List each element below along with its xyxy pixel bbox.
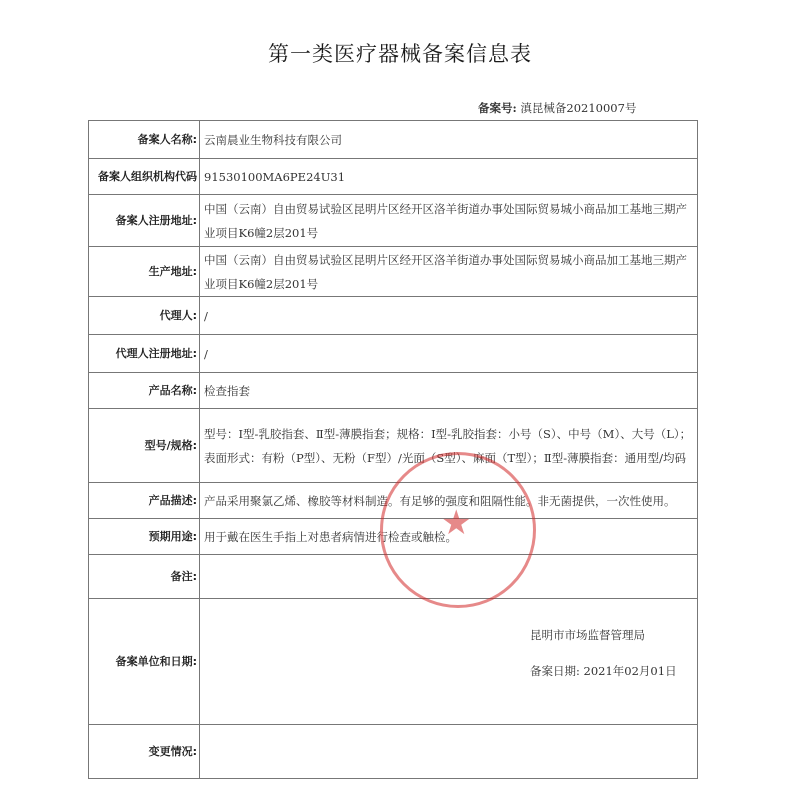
star-icon: ★ (441, 503, 472, 543)
field-label: 代理人: (89, 297, 200, 335)
table-row (89, 373, 698, 409)
table-row (89, 555, 698, 599)
intended-use: 用于戴在医生手指上对患者病情进行检查或触检。 (200, 519, 698, 555)
field-label: 备案人注册地址: (89, 195, 200, 247)
record-number (478, 100, 636, 116)
authority-name: 昆明市市场监督管理局 (530, 628, 645, 642)
field-label: 生产地址: (89, 247, 200, 297)
agent-address: / (200, 335, 698, 373)
product-name: 检查指套 (200, 373, 698, 409)
table-row (89, 195, 698, 247)
record-info-table (88, 120, 698, 779)
table-row (89, 335, 698, 373)
record-number-label: 备案号: (478, 101, 517, 115)
field-label: 备案人组织机构代码 (89, 159, 200, 195)
table-row (89, 519, 698, 555)
field-label: 代理人注册地址: (89, 335, 200, 373)
org-code: 91530100MA6PE24U31 (200, 159, 698, 195)
table-row (89, 599, 698, 725)
field-label: 型号/规格: (89, 409, 200, 483)
model-spec: 型号：Ⅰ型-乳胶指套、Ⅱ型-薄膜指套；规格：Ⅰ型-乳胶指套：小号（S）、中号（M）、大号（L）；表面形式：有粉（P型）、无粉（F型）/光面（S型）、麻面（T型）；Ⅱ型-薄膜指套：通用型/均码 (200, 409, 698, 483)
table-row (89, 409, 698, 483)
table-row (89, 297, 698, 335)
filing-date-label: 备案日期: (530, 664, 580, 678)
table-row (89, 121, 698, 159)
table-row (89, 725, 698, 779)
table-row (89, 483, 698, 519)
change-history (200, 725, 698, 779)
filing-date-value: 2021年02月01日 (583, 664, 677, 678)
applicant-name: 云南晨业生物科技有限公司 (200, 121, 698, 159)
record-number-value: 滇昆械备20210007号 (520, 101, 637, 115)
table-row (89, 247, 698, 297)
field-label: 产品描述: (89, 483, 200, 519)
production-address: 中国（云南）自由贸易试验区昆明片区经开区洛羊街道办事处国际贸易城小商品加工基地三期产业项目K6幢2层201号 (200, 247, 698, 297)
registered-address: 中国（云南）自由贸易试验区昆明片区经开区洛羊街道办事处国际贸易城小商品加工基地三期产业项目K6幢2层201号 (200, 195, 698, 247)
table-row (89, 159, 698, 195)
field-label: 预期用途: (89, 519, 200, 555)
filing-authority-cell (200, 599, 698, 725)
filing-date (530, 659, 677, 683)
product-description: 产品采用聚氯乙烯、橡胶等材料制造。有足够的强度和阻隔性能。非无菌提供，一次性使用。 (200, 483, 698, 519)
remarks (200, 555, 698, 599)
field-label: 备案人名称: (89, 121, 200, 159)
page-title: 第一类医疗器械备案信息表 (268, 42, 532, 66)
field-label: 产品名称: (89, 373, 200, 409)
field-label: 备注: (89, 555, 200, 599)
agent: / (200, 297, 698, 335)
field-label: 备案单位和日期: (89, 599, 200, 725)
field-label: 变更情况: (89, 725, 200, 779)
